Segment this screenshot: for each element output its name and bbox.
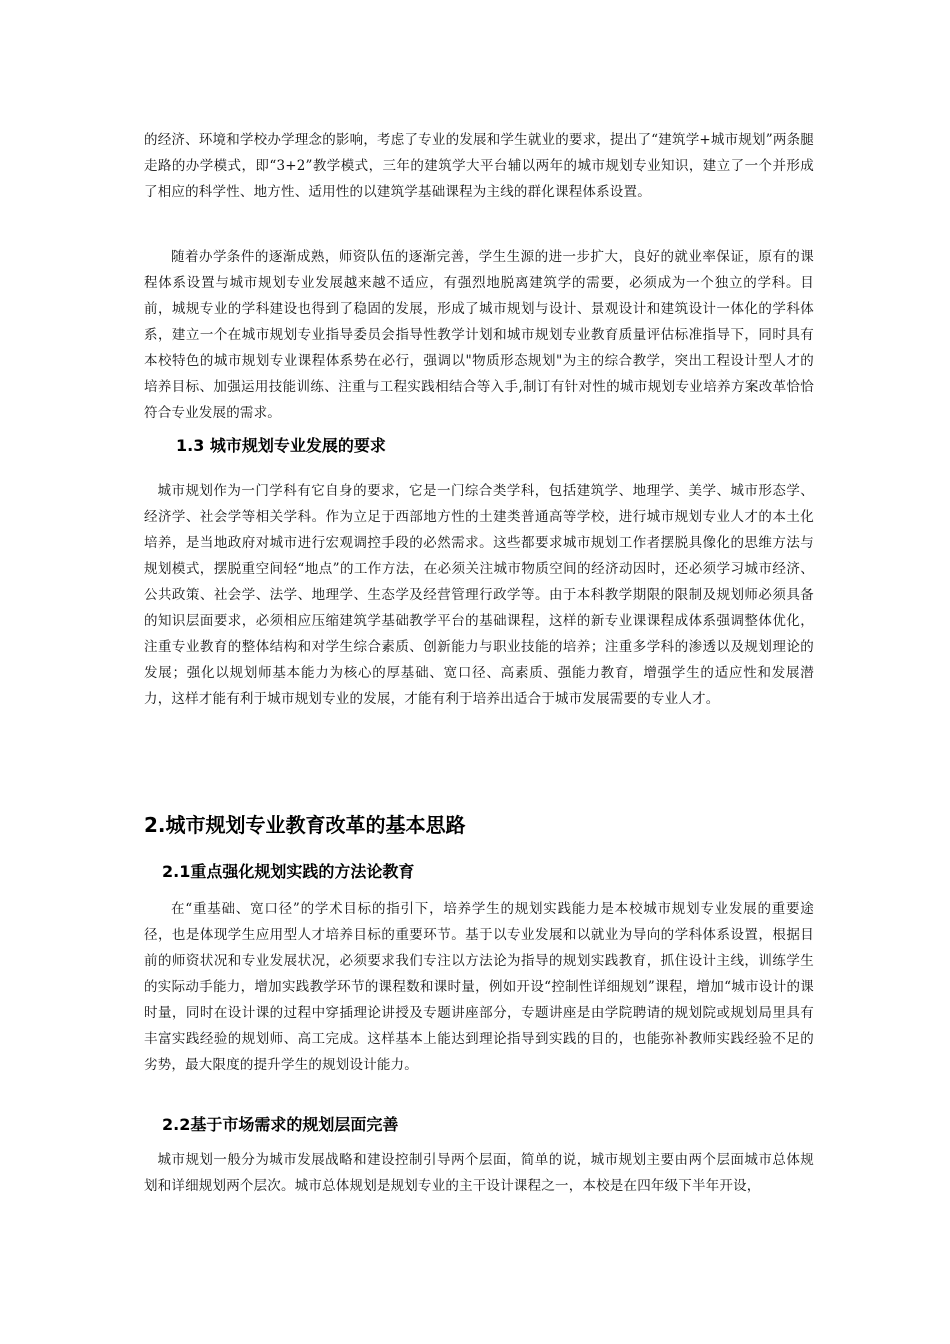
section-heading-2: 2.城市规划专业教育改革的基本思路 bbox=[144, 813, 466, 837]
paragraph-practice-methodology: 在“重基础、宽口径”的学术目标的指引下，培养学生的规划实践能力是本校城市规划专业发展的重要途径，也是体现学生应用型人才培养目标的重要环节。基于以专业发展和以就业为导向的学科体系设置，根据目前的师资状况和专业发展状况，必须要求我们专注以方法论为指导的规划实践教育，抓住设计主线，训练学生的实际动手能力，增加实践教学环节的课程数和课时量，例如开设“控制性详细规划”课程，增加“城市设计的课时量，同时在设计课的过程中穿插理论讲授及专题讲座部分，专题讲座是由学院聘请的规划院或规划局里具有丰富实践经验的规划师、高工完成。这样基本上能达到理论指导到实践的目的，也能弥补教师实践经验不足的劣势，最大限度的提升学生的规划设计能力。 bbox=[144, 901, 814, 1073]
paragraph-curriculum-development: 随着办学条件的逐渐成熟，师资队伍的逐渐完善，学生生源的进一步扩大，良好的就业率保证，原有的课程体系设置与城市规划专业发展越来越不适应，有强烈地脱离建筑学的需要，必须成为一个独立的学科。目前，城规专业的学科建设也得到了稳固的发展，形成了城市规划与设计、景观设计和建筑设计一体化的学科体系，建立一个在城市规划专业指导委员会指导性教学计划和城市规划专业教育质量评估标准指导下，同时具有本校特色的城市规划专业课程体系势在必行，强调以"物质形态规划"为主的综合教学，突出工程设计型人才的培养目标、加强运用技能训练、注重与工程实践相结合等入手,制订有针对性的城市规划专业培养方案改革恰恰符合专业发展的需求。 bbox=[144, 249, 814, 421]
paragraph-continuation: 的经济、环境和学校办学理念的影响，考虑了专业的发展和学生就业的要求，提出了“建筑学+城市规划”两条腿走路的办学模式，即“3+2”教学模式，三年的建筑学大平台辅以两年的城市规划专业知识，建立了一个并形成了相应的科学性、地方性、适用性的以建筑学基础课程为主线的群化课程体系设置。 bbox=[144, 132, 814, 200]
paragraph-discipline-requirements: 城市规划作为一门学科有它自身的要求，它是一门综合类学科，包括建筑学、地理学、美学、城市形态学、经济学、社会学等相关学科。作为立足于西部地方性的土建类普通高等学校，进行城市规划专业人才的本土化培养，是当地政府对城市进行宏观调控手段的必然需求。这些都要求城市规划工作者摆脱具像化的思维方法与规划模式，摆脱重空间轻“地点”的工作方法，在必须关注城市物质空间的经济动因时，还必须学习城市经济、公共政策、社会学、法学、地理学、生态学及经营管理行政学等。由于本科教学期限的限制及规划师必须具备的知识层面要求，必须相应压缩建筑学基础教学平台的基础课程，这样的新专业课课程成体系强调整体优化，注重专业教育的整体结构和对学生综合素质、创新能力与职业技能的培养；注重多学科的渗透以及规划理论的发展；强化以规划师基本能力为核心的厚基础、宽口径、高素质、强能力教育，增强学生的适应性和发展潜力，这样才能有利于城市规划专业的发展，才能有利于培养出适合于城市发展需要的专业人才。 bbox=[144, 483, 814, 707]
section-heading-2-1: 2.1重点强化规划实践的方法论教育 bbox=[162, 862, 415, 881]
section-heading-1-3: 1.3 城市规划专业发展的要求 bbox=[176, 436, 386, 455]
section-heading-2-2: 2.2基于市场需求的规划层面完善 bbox=[162, 1115, 399, 1134]
paragraph-planning-levels: 城市规划一般分为城市发展战略和建设控制引导两个层面，简单的说，城市规划主要由两个层面城市总体规划和详细规划两个层次。城市总体规划是规划专业的主干设计课程之一，本校是在四年级下半年开设， bbox=[144, 1152, 814, 1194]
